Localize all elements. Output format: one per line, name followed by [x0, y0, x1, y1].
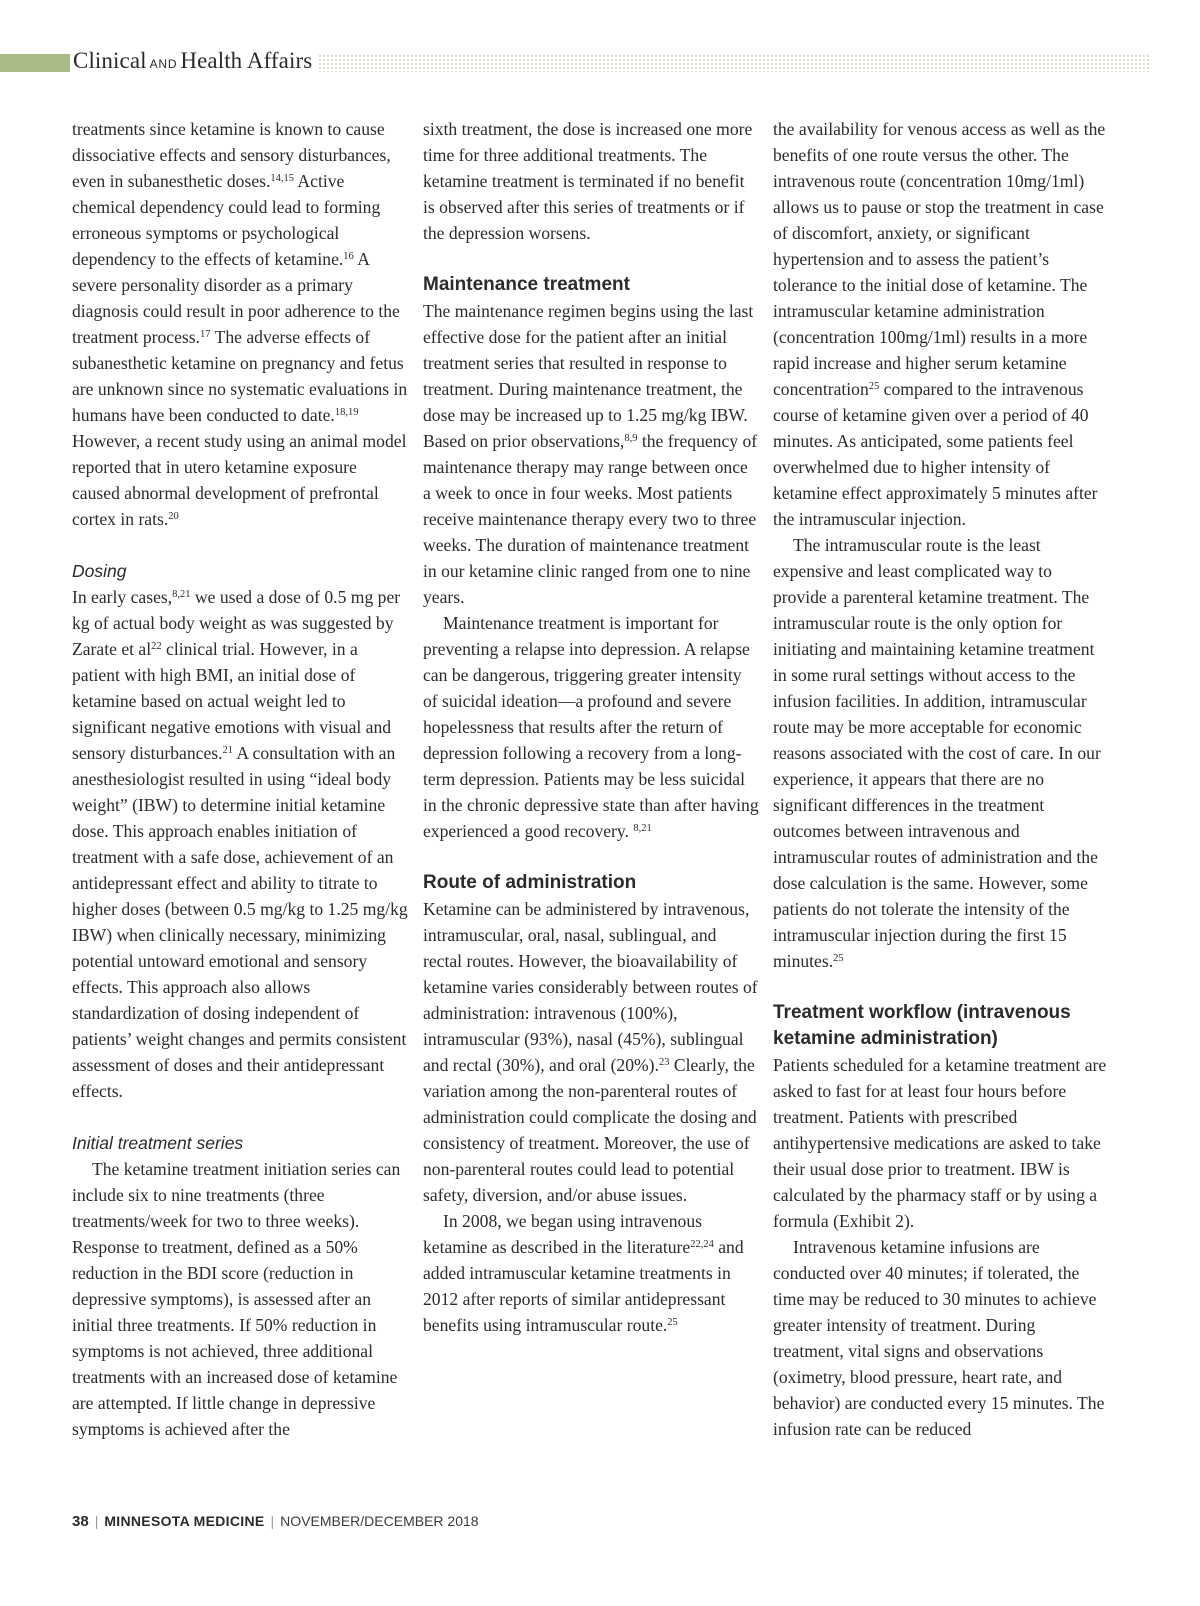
paragraph: The ketamine treatment initiation series can include six to nine treatments (three treatments/week for two to three weeks). Response to treatment, defined as a 50% reduction in the BDI score (reduction in depressive symptoms), is assessed after an initial three treatments. If 50% reduction in symptoms is not achieved, three additional treatments with an increased dose of ketamine are attempted. If little change in depressive symptoms is achieved after the [72, 1159, 401, 1439]
subheading-initial-treatment-series: Initial treatment series [72, 1133, 244, 1153]
page-footer [72, 1513, 479, 1530]
header-dot-pattern [318, 54, 1150, 72]
heading-treatment-workflow: Treatment workflow (intravenous ketamine administration) [773, 1002, 1071, 1049]
issue-date: NOVEMBER/DECEMBER 2018 [280, 1513, 479, 1529]
section-title-part1: Clinical [73, 48, 147, 73]
running-header [0, 44, 1200, 78]
paragraph: sixth treatment, the dose is increased one more time for three additional treatments. The ketamine treatment is terminated if no benefit is observed after this series of treatments or if the depression worsens. [423, 119, 753, 243]
paragraph: In 2008, we began using intravenous ketamine as described in the literature$^{22,24}$ and added intramuscular ketamine treatments in 2012 after reports of similar antidepressant benefits using intramuscular route.$^{25}$ [423, 1211, 744, 1335]
paragraph: Intravenous ketamine infusions are conducted over 40 minutes; if tolerated, the time may be reduced to 30 minutes to achieve greater intensity of treatment. During treatment, vital signs and observations (oximetry, blood pressure, heart rate, and behavior) are conducted every 15 minutes. The infusion rate can be reduced [773, 1237, 1105, 1439]
footer-separator: | [94, 1513, 99, 1529]
paragraph: Patients scheduled for a ketamine treatment are asked to fast for at least four hours before treatment. Patients with prescribed antihypertensive medications are asked to take their usual dose prior to treatment. IBW is calculated by the pharmacy staff or by using a formula (Exhibit 2). [773, 1055, 1107, 1231]
journal-name: MINNESOTA MEDICINE [104, 1513, 265, 1529]
paragraph: the availability for venous access as well as the benefits of one route versus the other. The intravenous route (concentration 10mg/1ml) allows us to pause or stop the treatment in case of discomfort, anxiety, or significant hypertension and to assess the patient’s tolerance to the initial dose of ketamine. The intramuscular ketamine administration (concentration 100mg/1ml) results in a more rapid increase and higher serum ketamine concentration$^{25}$ compared to the intravenous course of ketamine given over a period of 40 minutes. As anticipated, some patients feel overwhelmed due to higher intensity of ketamine effect approximately 5 minutes after the intramuscular injection. [773, 119, 1106, 529]
column-3 [773, 116, 1109, 1442]
paragraph: Maintenance treatment is important for preventing a relapse into depression. A relapse can be dangerous, triggering greater intensity of suicidal ideation—a profound and severe hopelessness that results after the return of depression following a recovery from a long-term depression. Patients may be less suicidal in the chronic depressive state than after having experienced a good recovery. $^{8,21}$ [423, 613, 759, 841]
section-title [73, 48, 312, 74]
heading-maintenance-treatment: Maintenance treatment [423, 274, 630, 295]
paragraph: treatments since ketamine is known to cause dissociative effects and sensory disturbances, even in subanesthetic doses.$^{14,15}$ Active chemical dependency could lead to forming erroneous symptoms or psychological dependency to the effects of ketamine.$^{16}$ A severe personality disorder as a primary diagnosis could result in poor adherence to the treatment process.$^{17}$ The adverse effects of subanesthetic ketamine on pregnancy and fetus are unknown since no systematic evaluations in humans have been conducted to date.$^{18,19}$ However, a recent study using an animal model reported that in utero ketamine exposure caused abnormal development of prefrontal cortex in rats.$^{20}$ [72, 119, 408, 529]
subheading-dosing: Dosing [72, 561, 127, 581]
section-title-and: AND [149, 57, 178, 71]
header-accent-bar [0, 54, 70, 72]
paragraph: Ketamine can be administered by intravenous, intramuscular, oral, nasal, sublingual, and rectal routes. However, the bioavailability of ketamine varies considerably between routes of administration: intravenous (100%), intramuscular (93%), nasal (45%), sublingual and rectal (30%), and oral (20%).$^{23}$ Clearly, the variation among the non-parenteral routes of administration could complicate the dosing and consistency of treatment. Moreover, the use of non-parenteral routes could lead to potential safety, diversion, and/or abuse issues. [423, 899, 758, 1205]
paragraph: In early cases,$^{8,21}$ we used a dose of 0.5 mg per kg of actual body weight as was suggested by Zarate et $al^{22}$ clinical trial. However, in a patient with high BMI, an initial dose of ketamine based on actual weight led to significant negative emotions with visual and sensory disturbances.$^{21}$ A consultation with an anesthesiologist resulted in using “ideal body weight” (IBW) to determine initial ketamine dose. This approach enables initiation of treatment with a safe dose, achievement of an antidepressant effect and ability to titrate to higher doses (between 0.5 mg/kg to 1.25 mg/kg IBW) when clinically necessary, minimizing potential untoward emotional and sensory effects. This approach also allows standardization of dosing independent of patients’ weight changes and permits consistent assessment of doses and their antidepressant effects. [72, 587, 408, 1101]
paragraph: The intramuscular route is the least expensive and least complicated way to provide a parenteral ketamine treatment. The intramuscular route is the only option for initiating and maintaining ketamine treatment in some rural settings without access to the infusion facilities. In addition, intramuscular route may be more acceptable for economic reasons associated with the cost of care. In our experience, it appears that there are no significant differences in the treatment outcomes between intravenous and intramuscular routes of administration and the dose calculation is the same. However, some patients do not tolerate the intensity of the intramuscular injection during the first 15 minutes.$^{25}$ [773, 535, 1101, 971]
section-title-part2: Health Affairs [180, 48, 313, 73]
page-number: 38 [72, 1513, 89, 1530]
heading-route-of-administration: Route of administration [423, 872, 637, 893]
footer-separator: | [270, 1513, 275, 1529]
column-1 [72, 116, 408, 1442]
column-2 [423, 116, 759, 1338]
paragraph: The maintenance regimen begins using the last effective dose for the patient after an initial treatment series that resulted in response to treatment. During maintenance treatment, the dose may be increased up to 1.25 mg/kg IBW. Based on prior observations,$^{8,9}$ the frequency of maintenance therapy may range between once a week to once in four weeks. Most patients receive maintenance therapy every two to three weeks. The duration of maintenance treatment in our ketamine clinic ranged from one to nine years. [423, 301, 758, 607]
